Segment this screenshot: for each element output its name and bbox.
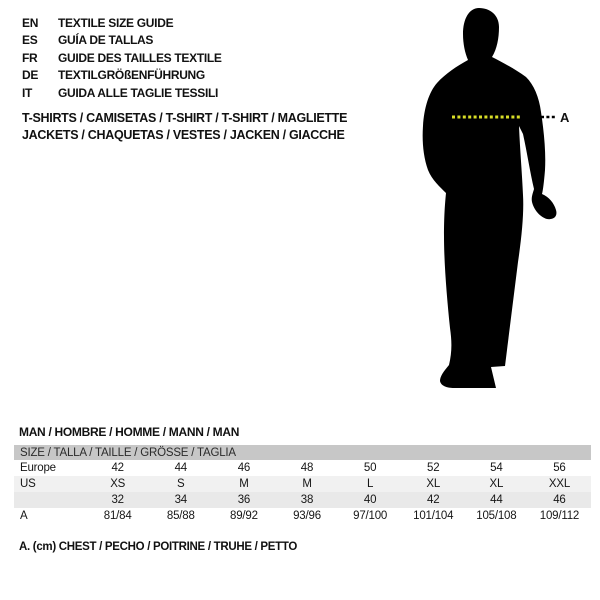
size-cell: 34 <box>149 492 212 508</box>
size-cell: 105/108 <box>465 508 528 524</box>
size-cell: 52 <box>402 460 465 476</box>
size-cell: 89/92 <box>212 508 275 524</box>
size-cell: 46 <box>528 492 591 508</box>
language-row <box>22 32 222 50</box>
row-label: Europe <box>14 460 86 476</box>
language-code: FR <box>22 50 38 65</box>
row-label <box>14 492 86 508</box>
language-row <box>22 14 222 32</box>
measurement-footnote: A. (cm) CHEST / PECHO / POITRINE / TRUHE / PETTO <box>19 541 298 553</box>
language-label: TEXTILGRÖßENFÜHRUNG <box>58 68 205 83</box>
language-list <box>22 14 222 102</box>
language-label: TEXTILE SIZE GUIDE <box>58 15 174 30</box>
man-silhouette <box>400 0 600 400</box>
language-code: IT <box>22 85 33 100</box>
size-cell: M <box>212 476 275 492</box>
size-cell: 109/112 <box>528 508 591 524</box>
size-cell: 38 <box>275 492 338 508</box>
size-cell: XL <box>402 476 465 492</box>
size-cell: 32 <box>86 492 149 508</box>
size-cell: 54 <box>465 460 528 476</box>
size-cell: 40 <box>339 492 402 508</box>
size-cell: 101/104 <box>402 508 465 524</box>
language-code: ES <box>22 33 38 48</box>
man-silhouette-shape <box>423 8 557 388</box>
size-cell: L <box>339 476 402 492</box>
size-table <box>14 445 591 524</box>
size-cell: M <box>275 476 338 492</box>
size-cell: 56 <box>528 460 591 476</box>
table-header-label: SIZE / TALLA / TAILLE / GRÖSSE / TAGLIA <box>14 445 591 460</box>
language-code: EN <box>22 15 39 30</box>
measurement-label-a: A <box>560 110 570 125</box>
table-row-us <box>14 476 591 492</box>
size-cell: S <box>149 476 212 492</box>
language-row <box>22 67 222 85</box>
language-row <box>22 49 222 67</box>
row-label: A <box>14 508 86 524</box>
size-cell: 81/84 <box>86 508 149 524</box>
table-header-row <box>14 445 591 460</box>
language-code: DE <box>22 68 39 83</box>
size-cell: 42 <box>86 460 149 476</box>
section-title-man: MAN / HOMBRE / HOMME / MANN / MAN <box>19 425 240 439</box>
size-cell: XXL <box>528 476 591 492</box>
row-label: US <box>14 476 86 492</box>
size-cell: 36 <box>212 492 275 508</box>
size-cell: 44 <box>465 492 528 508</box>
size-cell: 48 <box>275 460 338 476</box>
table-row-numeric <box>14 492 591 508</box>
category-line-jackets: JACKETS / CHAQUETAS / VESTES / JACKEN / GIACCHE <box>22 128 345 142</box>
table-row-europe <box>14 460 591 476</box>
language-label: GUIDA ALLE TAGLIE TESSILI <box>58 85 219 100</box>
language-row <box>22 84 222 102</box>
size-cell: 93/96 <box>275 508 338 524</box>
size-cell: 85/88 <box>149 508 212 524</box>
size-cell: 44 <box>149 460 212 476</box>
size-cell: 42 <box>402 492 465 508</box>
language-label: GUIDE DES TAILLES TEXTILE <box>58 50 222 65</box>
category-list <box>22 110 347 144</box>
size-cell: XL <box>465 476 528 492</box>
size-cell: XS <box>86 476 149 492</box>
size-cell: 50 <box>339 460 402 476</box>
category-line-tshirts: T-SHIRTS / CAMISETAS / T-SHIRT / T-SHIRT / MAGLIETTE <box>22 111 348 125</box>
size-cell: 97/100 <box>339 508 402 524</box>
table-row-chest-a <box>14 508 591 524</box>
size-cell: 46 <box>212 460 275 476</box>
language-label: GUÍA DE TALLAS <box>58 33 154 48</box>
